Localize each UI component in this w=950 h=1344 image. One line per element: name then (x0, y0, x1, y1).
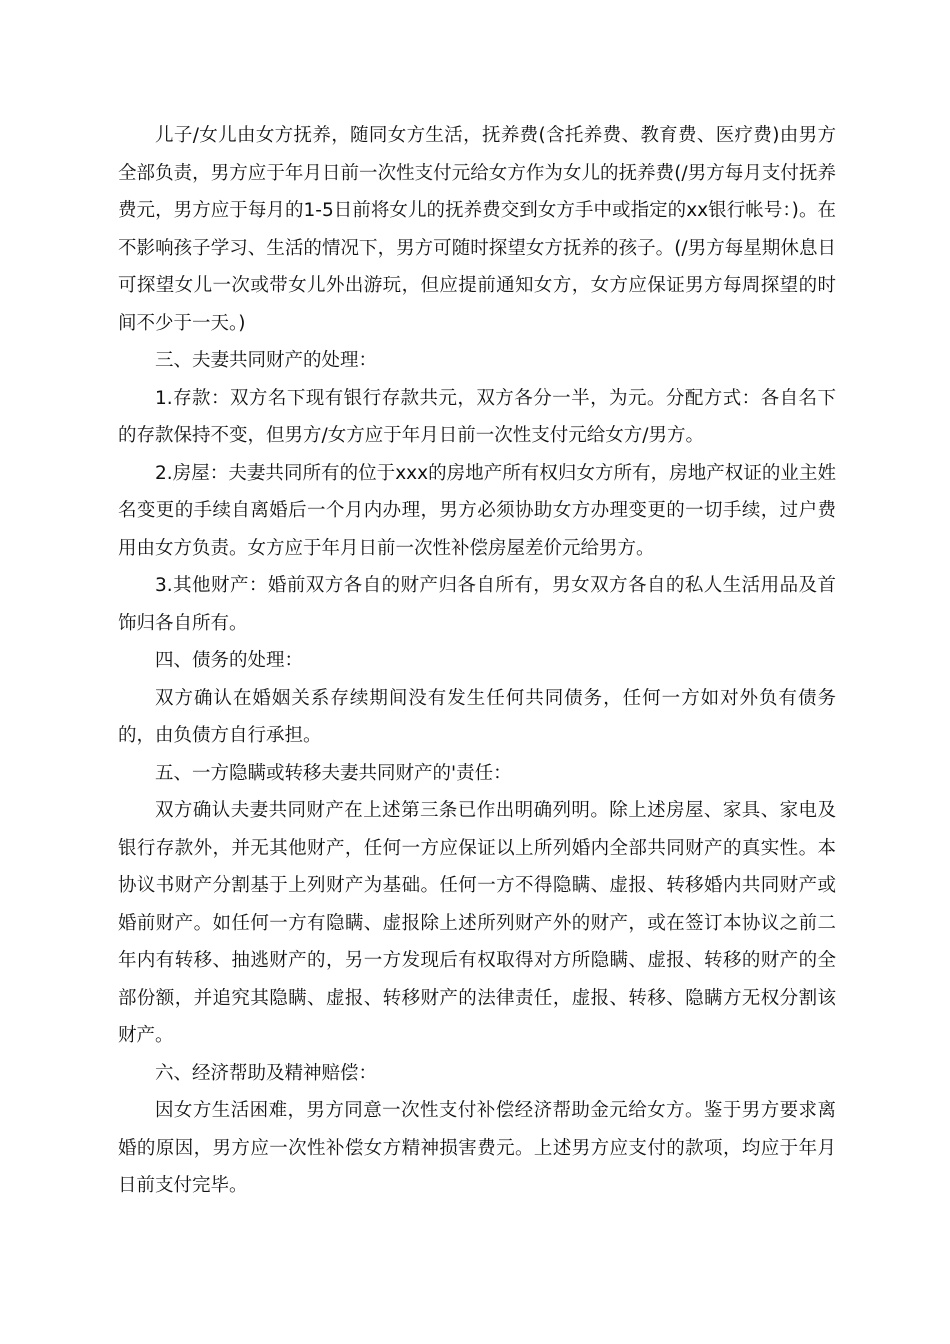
paragraph-concealment: 双方确认夫妻共同财产在上述第三条已作出明确列明。除上述房屋、家具、家电及银行存款外，并无其他财产，任何一方应保证以上所列婚内全部共同财产的真实性。本协议书财产分割基于上列财产为基础。任何一方不得隐瞒、虚报、转移婚内共同财产或婚前财产。如任何一方有隐瞒、虚报除上述所列财产外的财产，或在签订本协议之前二年内有转移、抽逃财产的，另一方发现后有权取得对方所隐瞒、虚报、转移的财产的全部份额，并追究其隐瞒、虚报、转移财产的法律责任，虚报、转移、隐瞒方无权分割该财产。 (118, 800, 836, 1046)
paragraph-house: 2.房屋：夫妻共同所有的位于xxx的房地产所有权归女方所有，房地产权证的业主姓名变更的手续自离婚后一个月内办理，男方必须协助女方办理变更的一切手续，过户费用由女方负责。女方应于年月日前一次性补偿房屋差价元给男方。 (118, 462, 836, 559)
heading-debts: 四、债务的处理： (155, 650, 304, 671)
paragraph-economic-help: 因女方生活困难，男方同意一次性支付补偿经济帮助金元给女方。鉴于男方要求离婚的原因，男方应一次性补偿女方精神损害费元。上述男方应支付的款项，均应于年月日前支付完毕。 (118, 1100, 836, 1196)
heading-concealment-liability: 五、一方隐瞒或转移夫妻共同财产的'责任： (155, 762, 512, 784)
heading-joint-property: 三、夫妻共同财产的处理： (155, 350, 378, 371)
paragraph-child-custody: 儿子/女儿由女方抚养，随同女方生活，抚养费(含托养费、教育费、医疗费)由男方全部负责，男方应于年月日前一次性支付元给女方作为女儿的抚养费(/男方每月支付抚养费元，男方应于每月的1-5日前将女儿的抚养费交到女方手中或指定的xx银行帐号：)。在不影响孩子学习、生活的情况下，男方可随时探望女方抚养的孩子。(/男方每星期休息日可探望女儿一次或带女儿外出游玩，但应提前通知女方，女方应保证男方每周探望的时间不少于一天。) (118, 125, 836, 334)
heading-economic-help: 六、经济帮助及精神赔偿： (155, 1062, 378, 1084)
paragraph-debts: 双方确认在婚姻关系存续期间没有发生任何共同债务，任何一方如对外负有债务的，由负债方自行承担。 (118, 687, 836, 746)
paragraph-other-property: 3.其他财产：婚前双方各自的财产归各自所有，男女双方各自的私人生活用品及首饰归各自所有。 (118, 575, 836, 634)
paragraph-deposits: 1.存款：双方名下现有银行存款共元，双方各分一半，为元。分配方式：各自名下的存款保持不变，但男方/女方应于年月日前一次性支付元给女方/男方。 (118, 387, 836, 446)
document-body (118, 117, 836, 1205)
